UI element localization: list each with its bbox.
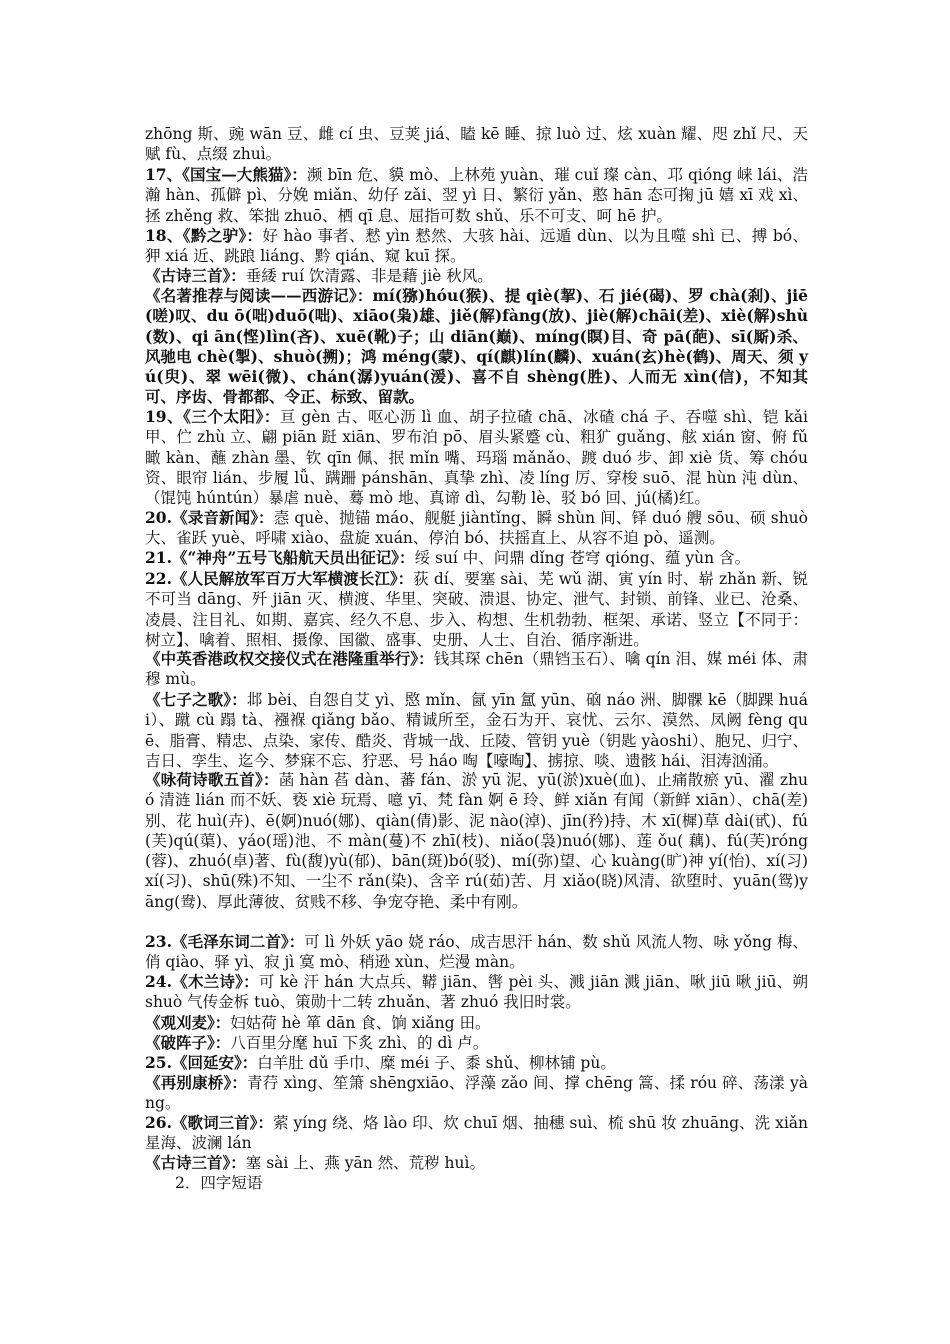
paragraph-heading: 《破阵子》：: [145, 1033, 231, 1052]
paragraph-text: 青荇 xìng、笙箫 shēngxiāo、浮藻 zǎo 间、撑 chēng 篙、揉 róu 碎、荡漾 yàng。: [145, 1074, 808, 1113]
paragraph-guanyimai: [145, 1013, 808, 1033]
paragraph-heading: 《古诗三首》：: [145, 1153, 246, 1172]
paragraph-hongkong: [145, 649, 808, 690]
paragraph-text: 好 hào 事者、慭 yìn 慭然、大骇 hài、远遁 dùn、以为且噬 shì 已、搏 bó、狎 xiá 近、跳踉 liáng、黔 qián、窥 kuī 探。: [145, 227, 808, 266]
paragraph-20: [145, 508, 808, 549]
paragraph-text: zhōng 斯、豌 wān 豆、雌 cí 虫、豆荚 jiá、瞌 kē 睡、掠 luò 过、炫 xuàn 耀、咫 zhǐ 尺、天赋 fù、点缀 zhuì。: [145, 125, 808, 164]
paragraph-heading: 《中英香港政权交接仪式在港隆重举行》：: [145, 649, 434, 668]
paragraph-text: 邶 bèi、自怨自艾 yì、愍 mǐn、氤 yīn 氲 yūn、硇 náo 洲、脚髁 kē（脚踝 huái）、蹴 cù 蹋 tà、襁褓 qiǎng bǎo、精诚所至，金石为开、哀忧、云尔、漠然、凤阙 fèng quē、脂膏、精忠、点染、家传、酷炎、背城一战、丘陵、管钥 yuè（钥匙 yàoshi）、胞兄、归宁、吉日、孪生、迄今、梦寐不忘、狞恶、号 háo 啕【嚎啕】、掳掠、啖、遗骸 hái、泪涛汹涌。: [145, 691, 808, 770]
paragraph-heading: 《观刈麦》：: [145, 1013, 231, 1032]
paragraph-text: 2．四字短语: [175, 1174, 263, 1192]
paragraph-heading: 24.《木兰诗》：: [145, 972, 259, 991]
paragraph-text: 八百里分麾 huī 下炙 zhì、的 dì 卢。: [230, 1034, 489, 1052]
paragraph-text: 亘 gèn 古、呕心沥 lì 血、胡子拉碴 chā、冰碴 chá 子、吞噬 shì、铠 kǎi 甲、伫 zhù 立、翩 piān 跹 xiān、罗布泊 pō、眉头紧蹙 cù、粗犷 guǎng、舷 xián 窗、俯 fǔ 瞰 kàn、蘸 zhàn 墨、钦 qīn 佩、抿 mǐn 嘴、玛瑙 mǎnǎo、踱 duó 步、卸 xiè 货、筹 chóu 资、眼帘 lián、步履 lǚ、蹒跚 pánshān、真挚 zhì、凌 líng 厉、穿梭 suō、混 hùn 沌 dùn、（馄饨 húntún）暴虐 nuè、蓦 mò 地、真谛 dì、勾勒 lè、驳 bó 回、jú(橘)红。: [145, 408, 808, 508]
paragraph-21: [145, 548, 808, 568]
paragraph-heading: 25.《回延安》：: [145, 1053, 258, 1072]
paragraph-text: 白羊肚 dǔ 手巾、糜 méi 子、黍 shǔ、柳林铺 pù。: [257, 1054, 616, 1072]
paragraph-text: 可 kè 汗 hán 大点兵、鞯 jiān、辔 pèi 头、溅 jiān 溅 jiān、啾 jiū 啾 jiū、朔 shuò 气传金柝 tuò、策勋十二转 zhuǎn、著 zhuó 我旧时裳。: [145, 973, 808, 1012]
paragraph-text: 妇姑荷 hè 箪 dān 食、饷 xiǎng 田。: [230, 1014, 491, 1032]
paragraph-continuation: [145, 124, 808, 165]
paragraph-qizizhige: [145, 690, 808, 771]
paragraph-heading: 21.《“神舟”五号飞船航天员出征记》：: [145, 548, 415, 567]
paragraph-heading: 《咏荷诗歌五首》：: [145, 770, 279, 789]
paragraph-text: 荻 dí、要塞 sài、芜 wǔ 湖、寅 yín 时、崭 zhǎn 新、锐不可当 dāng、歼 jiān 灭、横渡、华里、突破、溃退、协定、泄气、封锁、前锋、业已、沧桑、凌晨、注目礼、如期、嘉宾、经久不息、步入、构想、生机勃勃、框架、承诺、竖立【不同于：树立】、噙着、照相、摄像、国徽、盛事、史册、人士、自治、循序渐进。: [145, 570, 808, 649]
paragraph-text: 绥 suí 中、问鼎 dǐng 苍穹 qióng、蕴 yùn 含。: [414, 549, 751, 567]
paragraph-gushi-2: [145, 1153, 808, 1173]
paragraph-25: [145, 1053, 808, 1073]
paragraph-text: 可 lì 外妖 yāo 娆 ráo、成吉思汗 hán、数 shǔ 风流人物、咏 yǒng 梅、俏 qiào、驿 yì、寂 jì 寞 mò、稍逊 xùn、烂漫 màn。: [145, 933, 808, 972]
paragraph-heading: 17、《国宝—大熊猫》：: [145, 165, 307, 184]
paragraph-gushi-1: [145, 266, 808, 286]
paragraph-text: 垂緌 ruí 饮清露、非是藉 jiè 秋风。: [245, 267, 493, 285]
paragraph-18: [145, 226, 808, 267]
paragraph-heading: 26.《歌词三首》：: [145, 1113, 274, 1132]
paragraph-heading: 《古诗三首》：: [145, 266, 246, 285]
paragraph-19: [145, 407, 808, 508]
paragraph-yonghe: [145, 770, 808, 912]
paragraph-text: 萦 yíng 绕、烙 lào 印、炊 chuī 烟、抽穗 suì、梳 shū 妆 zhuāng、洗 xiǎn 星海、波澜 lán: [145, 1114, 809, 1153]
paragraph-22: [145, 569, 808, 650]
paragraph-heading: 《名著推荐与阅读——西游记》：mí(猕)hóu(猴)、提 qiè(挈)、石 jié(碣)、罗 chà(刹)、jiē(嗟)叹、du ō(咄)duō(咄)、xiāo(枭)雄、jiě(解)fàng(放)、jiè(解)chāi(差)、xiè(解)shù(数)、qi ān(悭)lìn(吝)、xuē(靴)子；山 diān(巅)、míng(瞑)目、奇 pā(葩)、sī(厮)杀、风驰电 chè(掣)、shuò(搠)；鸿 méng(蒙)、qí(麒)lín(麟)、xuán(玄)hè(鹤)、周天、须 yú(臾)、翠 wēi(微)、chán(潺)yuán(湲)、喜不自 shèng(胜)、人而无 xìn(信)，不知其可、序齿、骨都都、令正、标致、留款。: [145, 286, 808, 407]
paragraph-text: 濒 bīn 危、貘 mò、上林苑 yuàn、璀 cuǐ 璨 càn、邛 qióng 崃 lái、浩瀚 hàn、孤僻 pì、分娩 miǎn、幼仔 zǎi、翌 yì 日、繁衍 yǎn、憨 hān 态可掬 jū 嬉 xī 戏 xì、拯 zhěng 救、笨拙 zhuō、栖 qī 息、屈指可数 shǔ、乐不可支、呵 hē 护。: [145, 166, 808, 225]
paragraph-heading: 23.《毛泽东词二首》：: [145, 932, 305, 951]
paragraph-text: 悫 què、抛锚 máo、舰艇 jiàntǐng、瞬 shùn 间、铎 duó 艘 sōu、硕 shuò 大、雀跃 yuè、呼啸 xiào、盘旋 xuán、停泊 bó、扶摇直上、从容不迫 pò、遥测。: [145, 509, 808, 548]
paragraph-17: [145, 165, 808, 226]
paragraph-24: [145, 972, 808, 1013]
section-heading-four-char: [175, 1173, 838, 1193]
paragraph-heading: 19、《三个太阳》：: [145, 407, 280, 426]
paragraph-zaibiekangqiao: [145, 1073, 808, 1114]
paragraph-heading: 20.《录音新闻》：: [145, 508, 274, 527]
paragraph-heading: 18、《黔之驴》：: [145, 226, 263, 245]
paragraph-23: [145, 932, 808, 973]
paragraph-heading: 《再别康桥》：: [145, 1073, 248, 1092]
paragraph-26: [145, 1113, 808, 1154]
paragraph-heading: 《七子之歌》：: [145, 690, 247, 709]
paragraph-text: 钱其琛 chēn（鼎铛玉石）、噙 qín 泪、媒 méi 体、肃穆 mù。: [145, 650, 808, 689]
paragraph-text: 塞 sài 上、燕 yān 然、荒秽 huì。: [245, 1154, 485, 1172]
paragraph-pozhenzi: [145, 1033, 808, 1053]
paragraph-text: 菡 hàn 萏 dàn、蕃 fán、淤 yū 泥、yū(淤)xuè(血)、止痛散瘀 yū、濯 zhuó 清涟 lián 而不妖、亵 xiè 玩焉、噫 yī、梵 fàn 婀 ē 玲、鲜 xiǎn 有闻（新鲜 xiān）、chā(差)别、花 huì(卉)、ē(婀)nuó(娜)、qiàn(倩)影、泥 nào(淖)、jīn(矜)持、木 xī(樨)草 dài(甙)、fú(芙)qú(蕖)、yáo(瑶)池、不 màn(蔓)不 zhī(枝)、niǎo(袅)nuó(娜)、莲 ǒu( 藕)、fú(芙)róng(蓉)、zhuó(卓)著、fù(馥)yù(郁)、bān(斑)bó(驳)、mí(弥)望、心 kuàng(旷)神 yí(怡)、xí(习)xí(习)、shū(殊)不知、一尘不 rǎn(染)、含辛 rú(茹)苦、月 xiǎo(晓)风清、欲堕时、yuān(鸳)yāng(鸯)、厚此薄彼、贫贱不移、争宠夺艳、柔中有刚。: [145, 771, 808, 911]
paragraph-heading: 22.《人民解放军百万大军横渡长江》：: [145, 569, 414, 588]
paragraph-xiyouji: [145, 286, 808, 408]
